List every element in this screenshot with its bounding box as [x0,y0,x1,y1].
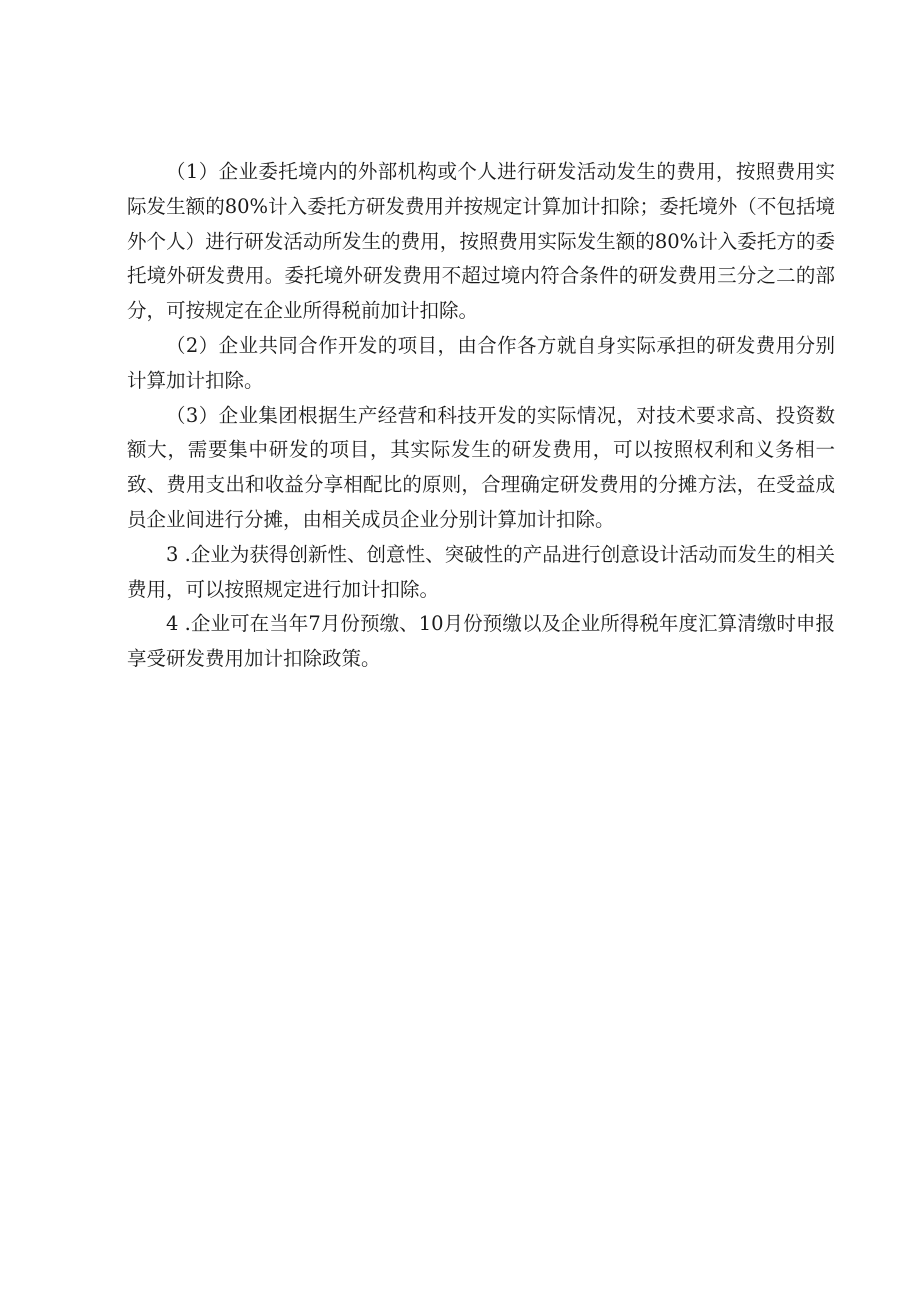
paragraph-prepayment-timing: 4 .企业可在当年7月份预缴、10月份预缴以及企业所得税年度汇算清缴时申报享受研发费用加计扣除政策。 [127,612,835,671]
paragraph-commissioned-rd: （1）企业委托境内的外部机构或个人进行研发活动发生的费用，按照费用实际发生额的80%计入委托方研发费用并按规定计算加计扣除；委托境外（不包括境外个人）进行研发活动所发生的费用，按照费用实际发生额的80%计入委托方的委托境外研发费用。委托境外研发费用不超过境内符合条件的研发费用三分之二的部分，可按规定在企业所得税前加计扣除。 [127,160,835,323]
paragraph-creative-design: 3 .企业为获得创新性、创意性、突破性的产品进行创意设计活动而发生的相关费用，可以按照规定进行加计扣除。 [127,542,835,601]
document-body [127,155,835,677]
paragraph-group-rd: （3）企业集团根据生产经营和科技开发的实际情况，对技术要求高、投资数额大，需要集中研发的项目，其实际发生的研发费用，可以按照权利和义务相一致、费用支出和收益分享相配比的原则，合理确定研发费用的分摊方法，在受益成员企业间进行分摊，由相关成员企业分别计算加计扣除。 [127,403,835,531]
paragraph-joint-development: （2）企业共同合作开发的项目，由合作各方就自身实际承担的研发费用分别计算加计扣除。 [127,333,835,392]
